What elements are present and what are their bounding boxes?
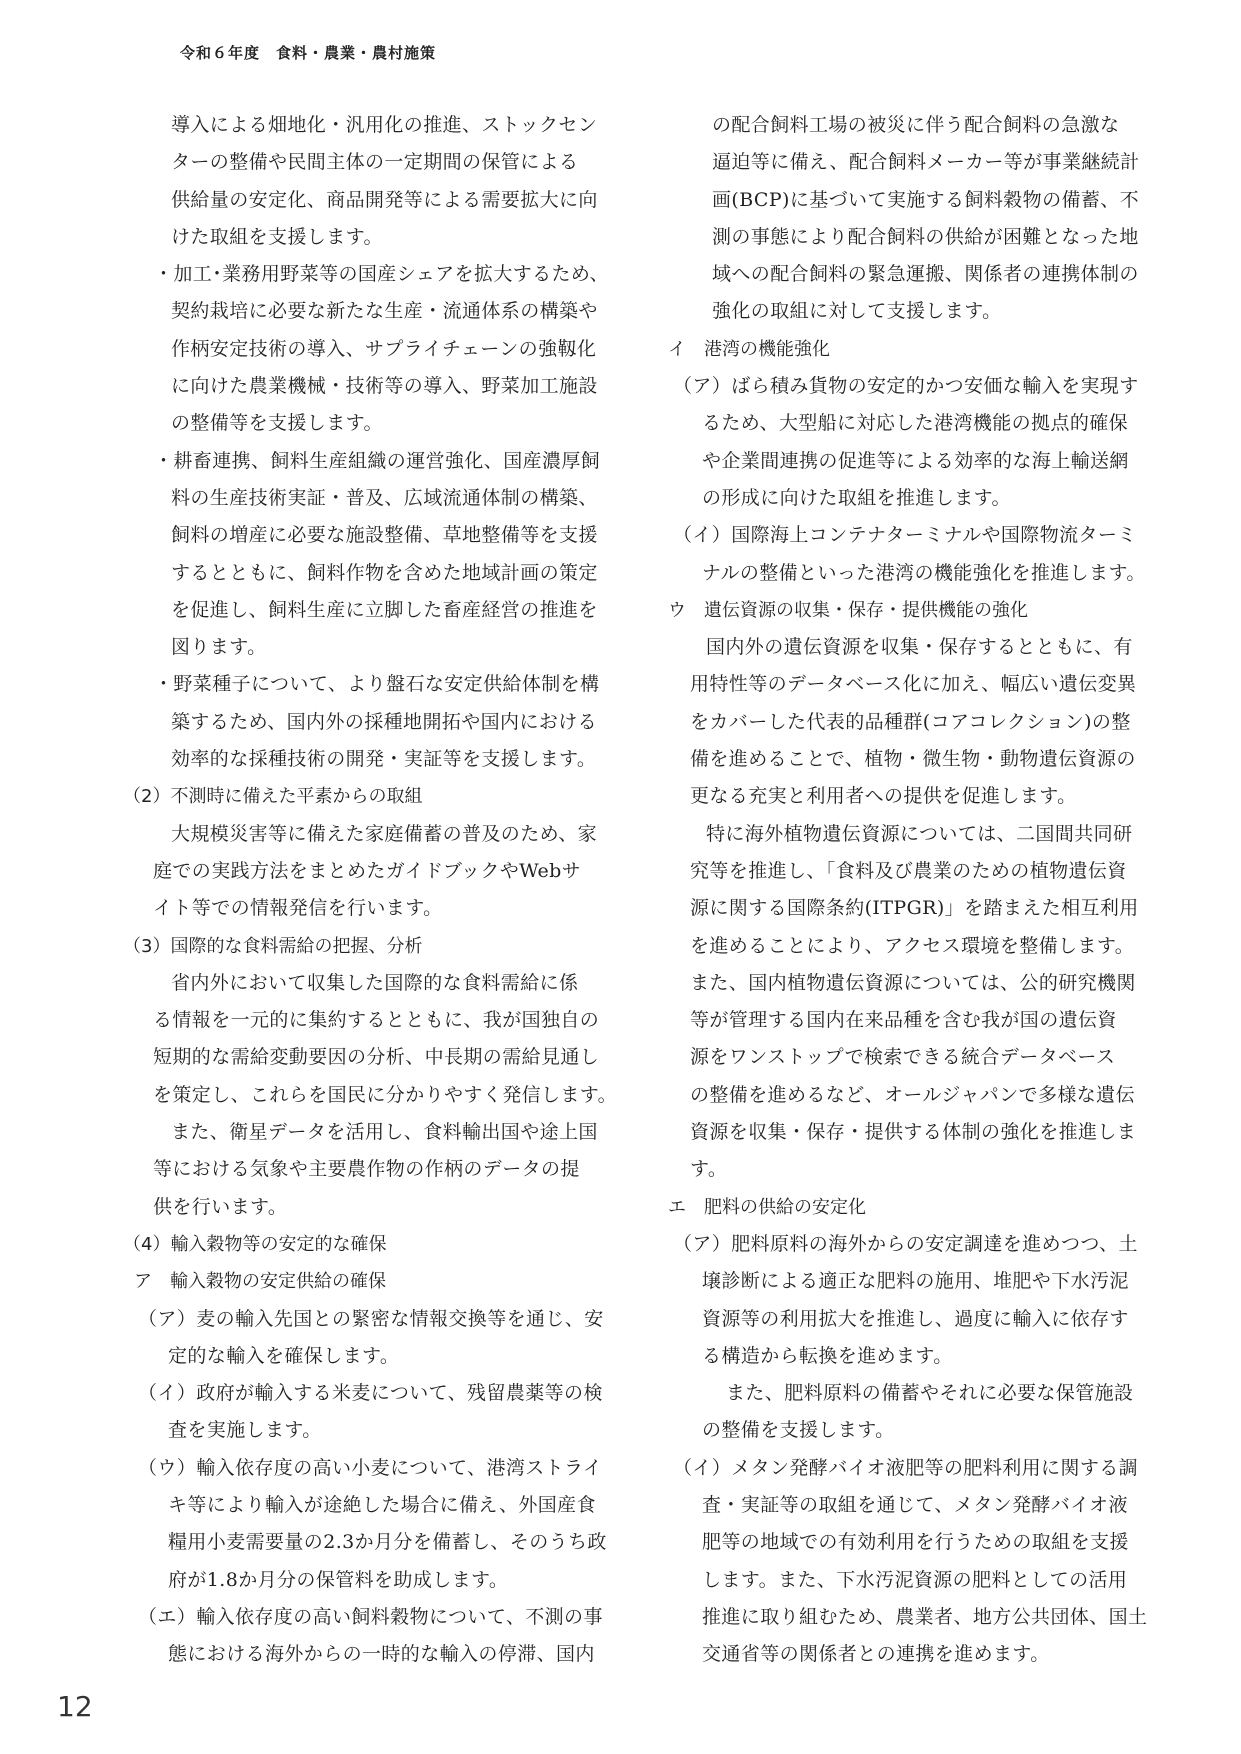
- text-line: を進めることにより、アクセス環境を整備します。: [690, 934, 1135, 957]
- text-line: するとともに、飼料作物を含めた地域計画の策定: [171, 561, 598, 584]
- text-line: ・加工･業務用野菜等の国産シェアを拡大するため、: [154, 263, 609, 286]
- text-line: 資源等の利用拡大を推進し、過度に輸入に依存す: [702, 1307, 1129, 1330]
- text-line: 態における海外からの一時的な輸入の停滞、国内: [168, 1643, 595, 1666]
- text-line: 壌診断による適正な肥料の施用、堆肥や下水汚泥: [702, 1270, 1129, 1293]
- text-line: の形成に向けた取組を推進します。: [702, 486, 1011, 509]
- text-line: 源に関する国際条約(ITPGR)」を踏まえた相互利用: [690, 897, 1139, 920]
- text-line: 究等を推進し、「食料及び農業のための植物遺伝資: [690, 859, 1127, 882]
- text-line: る構造から転換を進めます。: [702, 1344, 953, 1367]
- text-line: 特に海外植物遺伝資源については、二国間共同研: [706, 822, 1133, 845]
- text-line: 等が管理する国内在来品種を含む我が国の遺伝資: [690, 1009, 1117, 1032]
- text-line: 省内外において収集した国際的な食料需給に係: [171, 971, 579, 994]
- text-line: 源をワンストップで検索できる統合データベース: [690, 1046, 1116, 1069]
- text-line: の整備を進めるなど、オールジャパンで多様な遺伝: [690, 1083, 1135, 1106]
- section-heading: ウ 遺伝資源の収集・保存・提供機能の強化: [668, 599, 1028, 621]
- text-line: 推進に取り組むため、農業者、地方公共団体、国土: [702, 1605, 1148, 1628]
- text-line: 交通省等の関係者との連携を進めます。: [702, 1643, 1050, 1666]
- text-line: します。また、下水汚泥資源の肥料としての活用: [702, 1568, 1128, 1591]
- text-line: 資源を収集・保存・提供する体制の強化を推進しま: [690, 1121, 1137, 1144]
- text-line: （イ）政府が輸入する米麦について、残留農薬等の検: [138, 1382, 603, 1405]
- text-line: 大規模災害等に備えた家庭備蓄の普及のため、家: [171, 822, 598, 845]
- text-line: 短期的な需給変動要因の分析、中長期の需給見通し: [153, 1046, 600, 1069]
- text-line: ターの整備や民間主体の一定期間の保管による: [171, 151, 579, 174]
- text-line: や企業間連携の促進等による効率的な海上輸送網: [702, 449, 1129, 472]
- section-heading: ア 輸入穀物の安定供給の確保: [134, 1271, 386, 1293]
- text-line: の配合飼料工場の被災に伴う配合飼料の急激な: [712, 114, 1120, 136]
- text-line: また、衛星データを活用し、食料輸出国や途上国: [171, 1121, 598, 1144]
- text-line: 料の生産技術実証・普及、広域流通体制の構築、: [171, 486, 598, 509]
- page-number: 12: [57, 1690, 93, 1723]
- left-column: [123, 107, 618, 1673]
- section-heading: イ 港湾の機能強化: [668, 338, 830, 360]
- text-line: 糧用小麦需要量の2.3か月分を備蓄し、そのうち政: [168, 1531, 607, 1554]
- text-line: けた取組を支援します。: [171, 225, 383, 248]
- text-line: 府が1.8か月分の保管料を助成します。: [168, 1568, 509, 1591]
- text-line: 肥等の地域での有効利用を行うための取組を支援: [702, 1531, 1129, 1554]
- text-line: 図ります。: [171, 636, 267, 659]
- text-line: 築するため、国内外の採種地開拓や国内における: [171, 710, 598, 733]
- text-line: 測の事態により配合飼料の供給が困難となった地: [712, 225, 1139, 248]
- text-line: （ア）ばら積み貨物の安定的かつ安価な輸入を実現す: [673, 375, 1139, 398]
- text-line: また、国内植物遺伝資源については、公的研究機関: [690, 971, 1136, 994]
- text-line: 供を行います。: [153, 1195, 288, 1218]
- text-line: 飼料の増産に必要な施設整備、草地整備等を支援: [171, 524, 598, 547]
- text-line: 作柄安定技術の導入、サプライチェーンの強靱化: [171, 337, 597, 360]
- text-line: （イ）メタン発酵バイオ液肥等の肥料利用に関する調: [673, 1456, 1139, 1479]
- text-line: 定的な輸入を確保します。: [168, 1344, 400, 1367]
- text-line: また、肥料原料の備蓄やそれに必要な保管施設: [726, 1382, 1134, 1405]
- text-line: 用特性等のデータベース化に加え、幅広い遺伝変異: [690, 673, 1137, 696]
- text-line: ナルの整備といった港湾の機能強化を推進します。: [702, 561, 1146, 584]
- text-line: （イ）国際海上コンテナターミナルや国際物流ターミ: [673, 524, 1137, 547]
- text-line: （ウ）輸入依存度の高い小麦について、港湾ストライ: [138, 1456, 603, 1479]
- text-line: す。: [690, 1158, 728, 1181]
- text-line: 査・実証等の取組を通じて、メタン発酵バイオ液: [702, 1493, 1128, 1516]
- text-line: 画(BCP)に基づいて実施する飼料穀物の備蓄、不: [712, 188, 1140, 211]
- text-line: （ア）麦の輸入先国との緊密な情報交換等を通じ、安: [138, 1307, 604, 1330]
- text-line: 査を実施します。: [168, 1419, 322, 1442]
- text-line: （ア）肥料原料の海外からの安定調達を進めつつ、土: [673, 1232, 1138, 1255]
- text-line: 効率的な採種技術の開発・実証等を支援します。: [171, 748, 597, 771]
- text-line: 更なる充実と利用者への提供を促進します。: [690, 785, 1077, 808]
- text-line: ・耕畜連携、飼料生産組織の運営強化、国産濃厚飼: [154, 449, 601, 472]
- text-line: イト等での情報発信を行います。: [153, 897, 443, 920]
- text-line: （エ）輸入依存度の高い飼料穀物について、不測の事: [138, 1605, 603, 1628]
- text-line: ・野菜種子について、より盤石な安定供給体制を構: [154, 673, 600, 696]
- text-line: 強化の取組に対して支援します。: [712, 300, 1002, 323]
- text-line: 等における気象や主要農作物の作柄のデータの提: [153, 1158, 580, 1181]
- text-line: 逼迫等に備え、配合飼料メーカー等が事業継続計: [712, 151, 1140, 174]
- text-line: に向けた農業機械・技術等の導入、野菜加工施設: [171, 375, 598, 398]
- text-line: の整備等を支援します。: [171, 412, 383, 435]
- text-line: キ等により輸入が途絶した場合に備え、外国産食: [168, 1493, 596, 1516]
- text-line: 国内外の遺伝資源を収集・保存するとともに、有: [706, 636, 1133, 659]
- text-line: 導入による畑地化・汎用化の推進、ストックセン: [171, 114, 598, 136]
- text-line: 域への配合飼料の緊急運搬、関係者の連携体制の: [712, 263, 1139, 286]
- section-heading: （4）輸入穀物等の安定的な確保: [123, 1233, 387, 1255]
- text-line: を促進し、飼料生産に立脚した畜産経営の推進を: [171, 598, 598, 621]
- text-line: るため、大型船に対応した港湾機能の拠点的確保: [702, 412, 1129, 435]
- section-heading: エ 肥料の供給の安定化: [668, 1196, 866, 1218]
- text-line: をカバーした代表的品種群(コアコレクション)の整: [690, 710, 1131, 733]
- section-heading: （3）国際的な食料需給の把握、分析: [123, 935, 423, 957]
- text-line: 庭での実践方法をまとめたガイドブックやWebサ: [153, 859, 582, 882]
- text-line: 供給量の安定化、商品開発等による需要拡大に向: [171, 188, 598, 211]
- section-heading: （2）不測時に備えた平素からの取組: [123, 786, 423, 808]
- text-line: る情報を一元的に集約するとともに、我が国独自の: [153, 1009, 600, 1032]
- right-column: [668, 107, 1152, 1673]
- text-line: を策定し、これらを国民に分かりやすく発信します。: [153, 1083, 618, 1106]
- text-line: の整備を支援します。: [702, 1419, 895, 1442]
- text-line: 契約栽培に必要な新たな生産・流通体系の構築や: [171, 300, 598, 323]
- page-header: 令和６年度 食料・農業・農村施策: [180, 44, 437, 62]
- text-line: 備を進めることで、植物・微生物・動物遺伝資源の: [690, 748, 1136, 771]
